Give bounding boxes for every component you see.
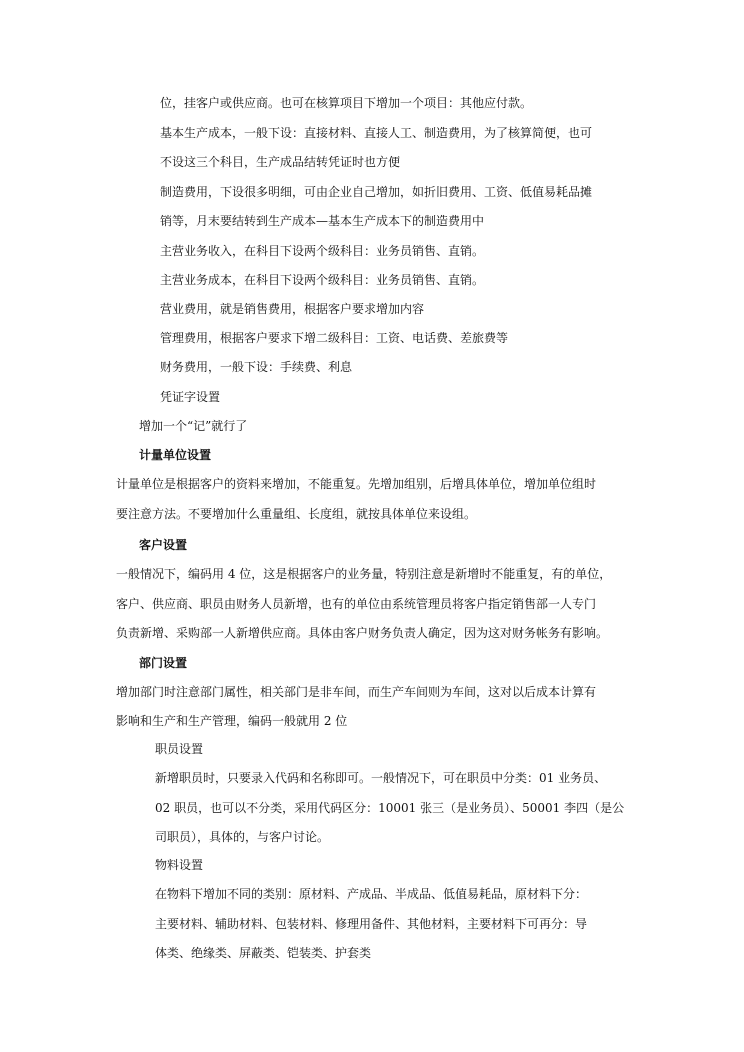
- bullet-item-manufacturing: 制造费用，下设很多明细，可由企业自己增加，如折旧费用、工资、低值易耗品摊: [160, 185, 593, 199]
- department-heading: 部门设置: [139, 656, 188, 670]
- customer-text-line: 一般情况下，编码用 4 位，这是根据客户的业务量，特别注意是新增时不能重复，有的单位，: [116, 567, 612, 581]
- staff-text-line: 新增职员时，只要录入代码和名称即可。一般情况下，可在职员中分类：01 业务员、: [155, 771, 607, 785]
- continuation-line: 位，挂客户或供应商。也可在核算项目下增加一个项目：其他应付款。: [160, 96, 533, 110]
- bullet-item-basic-cost-cont: 不设这三个科目，生产成品结转凭证时也方便: [160, 155, 401, 169]
- material-text-line: 在物料下增加不同的类别：原材料、产成品、半成品、低值易耗品，原材料下分：: [155, 887, 588, 901]
- unit-text-line: 要注意方法。不要增加什么重量组、长度组，就按具体单位来设组。: [116, 507, 477, 521]
- bullet-item-main-revenue: 主营业务收入，在科目下设两个级科目：业务员销售、直销。: [160, 244, 485, 258]
- bullet-item-main-cost: 主营业务成本，在科目下设两个级科目：业务员销售、直销。: [160, 273, 485, 287]
- unit-text-line: 计量单位是根据客户的资料来增加，不能重复。先增加组别，后增具体单位，增加单位组时: [116, 477, 597, 491]
- material-text-line: 主要材料、辅助材料、包装材料、修理用备件、其他材料，主要材料下可再分：导: [155, 917, 588, 931]
- material-text-line: 体类、绝缘类、屏蔽类、铠装类、护套类: [155, 946, 372, 960]
- voucher-title: 凭证字设置: [160, 390, 221, 404]
- bullet-item-operating-expense: 营业费用，就是销售费用，根据客户要求增加内容: [160, 302, 425, 316]
- staff-text-line: 02 职员，也可以不分类，采用代码区分：10001 张三（是业务员）、50001 李四（是公: [155, 801, 625, 815]
- staff-text-line: 司职员），具体的，与客户讨论。: [155, 830, 330, 844]
- material-title: 物料设置: [155, 858, 204, 872]
- voucher-text: 增加一个“记”就行了: [139, 419, 248, 433]
- customer-heading: 客户设置: [139, 538, 188, 552]
- bullet-item-finance-expense: 财务费用，一般下设：手续费、利息: [160, 360, 353, 374]
- customer-text-line: 客户、供应商、职员由财务人员新增，也有的单位由系统管理员将客户指定销售部一人专门: [116, 597, 597, 611]
- bullet-item-admin-expense: 管理费用，根据客户要求下增二级科目：工资、电话费、差旅费等: [160, 331, 509, 345]
- department-text-line: 增加部门时注意部门属性，相关部门是非车间，而生产车间则为车间，这对以后成本计算有: [116, 685, 597, 699]
- staff-title: 职员设置: [155, 742, 204, 756]
- bullet-item-manufacturing-cont: 销等，月末要结转到生产成本—基本生产成本下的制造费用中: [160, 214, 485, 228]
- customer-text-line: 负责新增、采购部一人新增供应商。具体由客户财务负责人确定，因为这对财务帐务有影响。: [116, 626, 609, 640]
- department-text-line: 影响和生产和生产管理，编码一般就用 2 位: [116, 714, 348, 728]
- bullet-item-basic-cost: 基本生产成本，一般下设：直接材料、直接人工、制造费用，为了核算简便，也可: [160, 126, 593, 140]
- unit-heading: 计量单位设置: [139, 448, 212, 462]
